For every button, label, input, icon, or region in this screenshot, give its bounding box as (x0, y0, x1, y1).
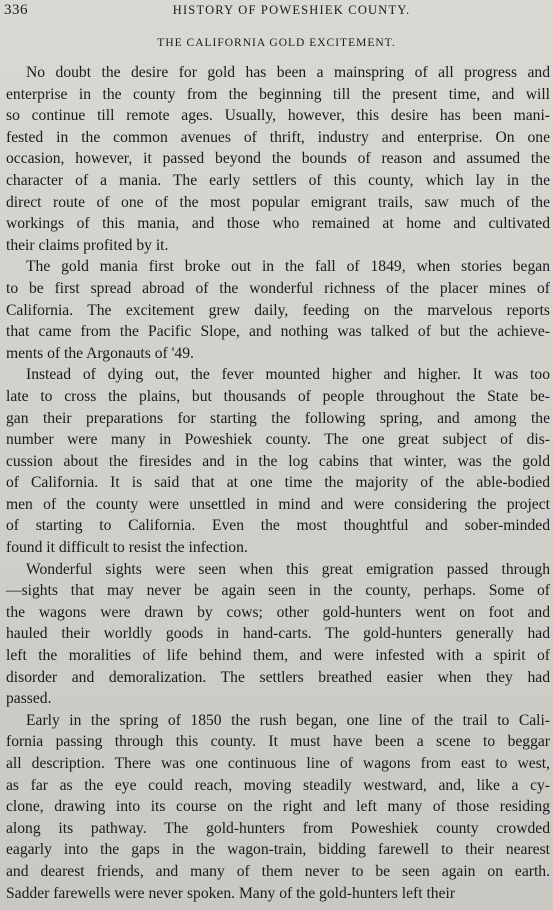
text-line: disorder and demoralization. The settlers breathed easier when they had (6, 668, 550, 686)
text-line: ments of the Argonauts of '49. (6, 344, 194, 362)
text-line: California. The excitement grew daily, feeding on the marvelous reports (6, 301, 550, 319)
text-line: No doubt the desire for gold has been a mainspring of all progress and (26, 64, 550, 81)
text-line: so continue till remote ages. Usually, however, this desire has been mani- (6, 107, 550, 125)
text-line: direct route of one of the most popular emigrant trails, saw much of the (6, 193, 550, 211)
paragraph (6, 256, 550, 364)
text-line: men of the county were unsettled in mind and were considering the project (6, 495, 550, 513)
text-line: left the moralities of life behind them, and were infested with a spirit of (6, 647, 550, 665)
text-line: fested in the common avenues of thrift, industry and enterprise. On one (6, 128, 550, 146)
text-line: and dearest friends, and many of them never to be seen again on earth. (6, 862, 550, 880)
text-line: enterprise in the county from the beginning till the present time, and will (6, 85, 550, 103)
text-line: of starting to California. Even the most thoughtful and sober-minded (6, 517, 550, 535)
text-line: the wagons were drawn by cows; other gold-hunters went on foot and (6, 603, 550, 621)
text-line: character of a mania. The early settlers of this county, which lay in the (6, 171, 550, 189)
text-line: eagarly into the gaps in the wagon-train, bidding farewell to their nearest (6, 841, 550, 859)
text-line: clone, drawing into its course on the right and left many of those residing (6, 798, 550, 816)
text-line: all description. There was one continuous line of wagons from east to west, (6, 755, 550, 772)
text-line: passed. (6, 690, 52, 708)
text-line: that came from the Pacific Slope, and nothing was talked of but the achieve- (6, 323, 550, 341)
text-line: gan their preparations for starting the following spring, and among the (6, 409, 550, 427)
paragraph (6, 62, 550, 256)
text-line: hauled their worldly goods in hand-carts. The gold-hunters generally had (6, 625, 550, 643)
text-line: to be first spread abroad of the wonderful richness of the placer mines of (6, 279, 550, 297)
paragraph (6, 710, 550, 904)
section-title: THE CALIFORNIA GOLD EXCITEMENT. (157, 37, 396, 49)
text-line: number were many in Poweshiek county. The one great subject of dis- (6, 431, 550, 449)
text-line: Sadder farewells were never spoken. Many of the gold-hunters left their (6, 884, 456, 902)
text-line: found it difficult to resist the infection. (6, 539, 248, 557)
text-line: Instead of dying out, the fever mounted higher and higher. It was too (26, 366, 550, 384)
text-line: of California. It is said that at one time the majority of the able-bodied (6, 474, 550, 492)
text-line: —sights that may never be again seen in the county, perhaps. Some of (6, 582, 550, 600)
text-line: cussion about the firesides and in the log cabins that winter, was the gold (6, 452, 550, 470)
text-line: occasion, however, it passed beyond the bounds of reason and assumed the (6, 150, 550, 168)
page-number: 336 (4, 2, 28, 18)
text-line: The gold mania first broke out in the fall of 1849, when stories began (26, 258, 550, 276)
text-line: late to cross the plains, but thousands of people throughout the State be- (6, 387, 550, 405)
text-line: Early in the spring of 1850 the rush began, one line of the trail to Cali- (26, 711, 550, 729)
paragraph (6, 364, 550, 558)
paragraph (6, 559, 550, 710)
text-line: as far as the eye could reach, moving steadily westward, and, like a cy- (6, 776, 550, 794)
text-line: their claims profited by it. (6, 236, 169, 254)
text-line: workings of this mania, and those who remained at home and cultivated (6, 215, 550, 233)
running-head (4, 2, 549, 22)
body-text (6, 62, 550, 904)
text-line: fornia passing through this county. It must have been a scene to beggar (6, 733, 550, 751)
text-line: along its pathway. The gold-hunters from Poweshiek county crowded (6, 819, 550, 837)
text-line: Wonderful sights were seen when this great emigration passed through (26, 560, 550, 578)
running-title: HISTORY OF POWESHIEK COUNTY. (172, 3, 411, 17)
